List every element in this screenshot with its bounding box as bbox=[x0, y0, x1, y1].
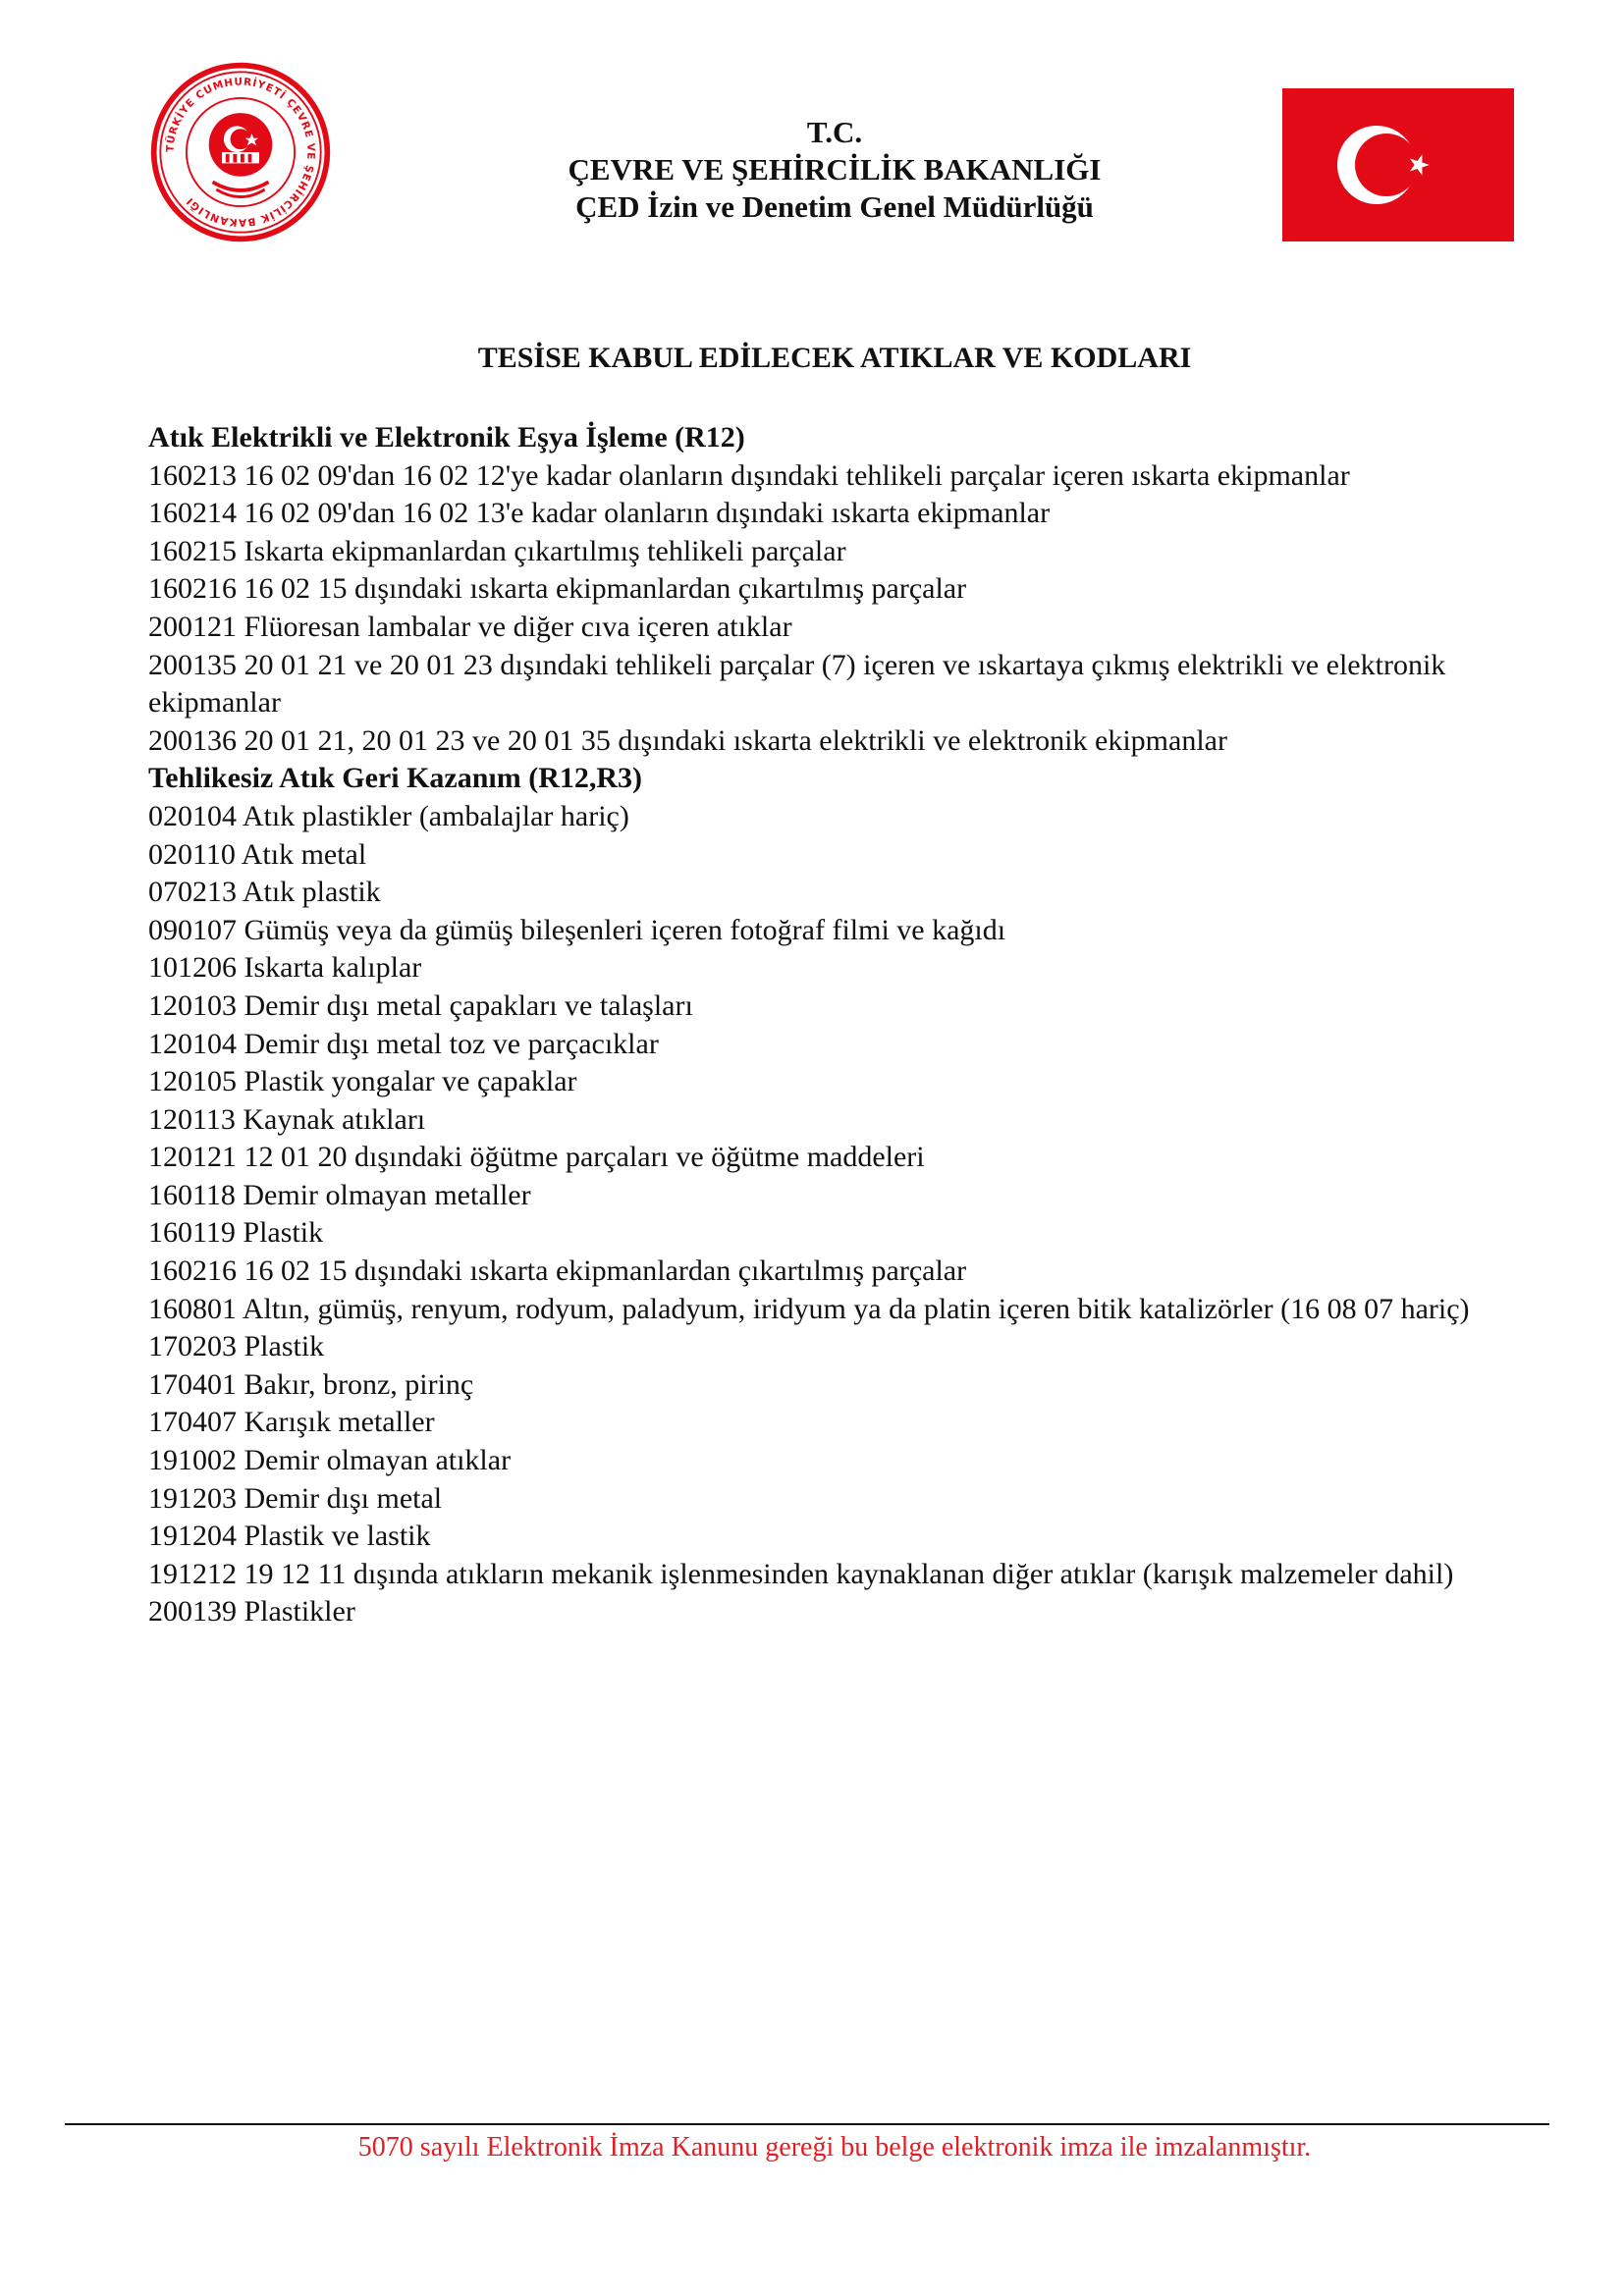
list-item: 200139 Plastikler bbox=[148, 1595, 355, 1629]
e-signature-notice: 5070 sayılı Elektronik İmza Kanunu gereği bu belge elektronik imza ile imzalanmıştır. bbox=[357, 2132, 1312, 2163]
list-item: 200121 Flüoresan lambalar ve diğer cıva içeren atıklar bbox=[148, 610, 792, 643]
list-item: 120113 Kaynak atıkları bbox=[148, 1102, 426, 1136]
list-item: 191204 Plastik ve lastik bbox=[148, 1520, 431, 1553]
header-block bbox=[412, 114, 1257, 226]
footer-divider bbox=[65, 2123, 1549, 2125]
list-item: 170407 Karışık metaller bbox=[148, 1406, 435, 1439]
list-item: 120104 Demir dışı metal toz ve parçacıklar bbox=[148, 1027, 659, 1060]
list-item: 160216 16 02 15 dışındaki ıskarta ekipmanlardan çıkartılmış parçalar bbox=[148, 1255, 967, 1288]
section-heading-non-hazardous: Tehlikesiz Atık Geri Kazanım (R12,R3) bbox=[148, 762, 643, 795]
list-item: 170401 Bakır, bronz, pirinç bbox=[148, 1367, 474, 1401]
list-item: 020110 Atık metal bbox=[148, 837, 367, 871]
list-item: 160801 Altın, gümüş, renyum, rodyum, paladyum, iridyum ya da platin içeren bitik katalizörler (16 08 07 hariç) bbox=[148, 1292, 1470, 1325]
list-item: 200135 20 01 21 ve 20 01 23 dışındaki tehlikeli parçalar (7) içeren ve ıskartaya çıkmış elektrikli ve elektronik ekipmanlar bbox=[148, 648, 1446, 720]
list-item: 120105 Plastik yongalar ve çapaklar bbox=[148, 1065, 577, 1098]
list-item: 090107 Gümüş veya da gümüş bileşenleri içeren fotoğraf filmi ve kağıdı bbox=[148, 913, 1006, 946]
list-item: 191002 Demir olmayan atıklar bbox=[148, 1444, 512, 1477]
list-item: 170203 Plastik bbox=[148, 1330, 325, 1363]
list-item: 200136 20 01 21, 20 01 23 ve 20 01 35 dışındaki ıskarta elektrikli ve elektronik ekipmanlar bbox=[148, 723, 1227, 757]
list-item: 160215 Iskarta ekipmanlardan çıkartılmış tehlikeli parçalar bbox=[148, 534, 846, 567]
waste-code-list bbox=[148, 419, 1515, 1631]
turkish-flag-icon bbox=[1282, 88, 1514, 241]
list-item: 191212 19 12 11 dışında atıkların mekanik işlenmesinden kaynaklanan diğer atıklar (karışık malzemeler dahil) bbox=[148, 1557, 1454, 1590]
list-item: 160214 16 02 09'dan 16 02 13'e kadar olanların dışındaki ıskarta ekipmanlar bbox=[148, 497, 1051, 530]
list-item: 120103 Demir dışı metal çapakları ve talaşları bbox=[148, 988, 693, 1022]
list-item: 160213 16 02 09'dan 16 02 12'ye kadar olanların dışındaki tehlikeli parçalar içeren ıskarta ekipmanlar bbox=[148, 458, 1350, 492]
ministry-seal-icon bbox=[147, 59, 334, 245]
list-item: 160216 16 02 15 dışındaki ıskarta ekipmanlardan çıkartılmış parçalar bbox=[148, 572, 967, 606]
header-line-tc: T.C. bbox=[806, 115, 863, 149]
list-item: 070213 Atık plastik bbox=[148, 876, 381, 909]
seal-ring-text: TÜRKİYE CUMHURİYETİ ÇEVRE VE ŞEHİRCİLİK BAKANLIĞI bbox=[164, 76, 317, 229]
list-item: 160118 Demir olmayan metaller bbox=[148, 1178, 531, 1211]
list-item: 020104 Atık plastikler (ambalajlar hariç) bbox=[148, 799, 629, 832]
list-item: 120121 12 01 20 dışındaki öğütme parçaları ve öğütme maddeleri bbox=[148, 1141, 925, 1174]
list-item: 191203 Demir dışı metal bbox=[148, 1481, 443, 1515]
document-title: TESİSE KABUL EDİLECEK ATIKLAR VE KODLARI bbox=[477, 342, 1192, 374]
header-line-directorate: ÇED İzin ve Denetim Genel Müdürlüğü bbox=[575, 189, 1094, 224]
list-item: 160119 Plastik bbox=[148, 1216, 324, 1250]
section-heading-weee: Atık Elektrikli ve Elektronik Eşya İşleme (R12) bbox=[148, 421, 745, 454]
list-item: 101206 Iskarta kalıplar bbox=[148, 951, 422, 985]
header-line-ministry: ÇEVRE VE ŞEHİRCİLİK BAKANLIĞI bbox=[568, 152, 1102, 187]
